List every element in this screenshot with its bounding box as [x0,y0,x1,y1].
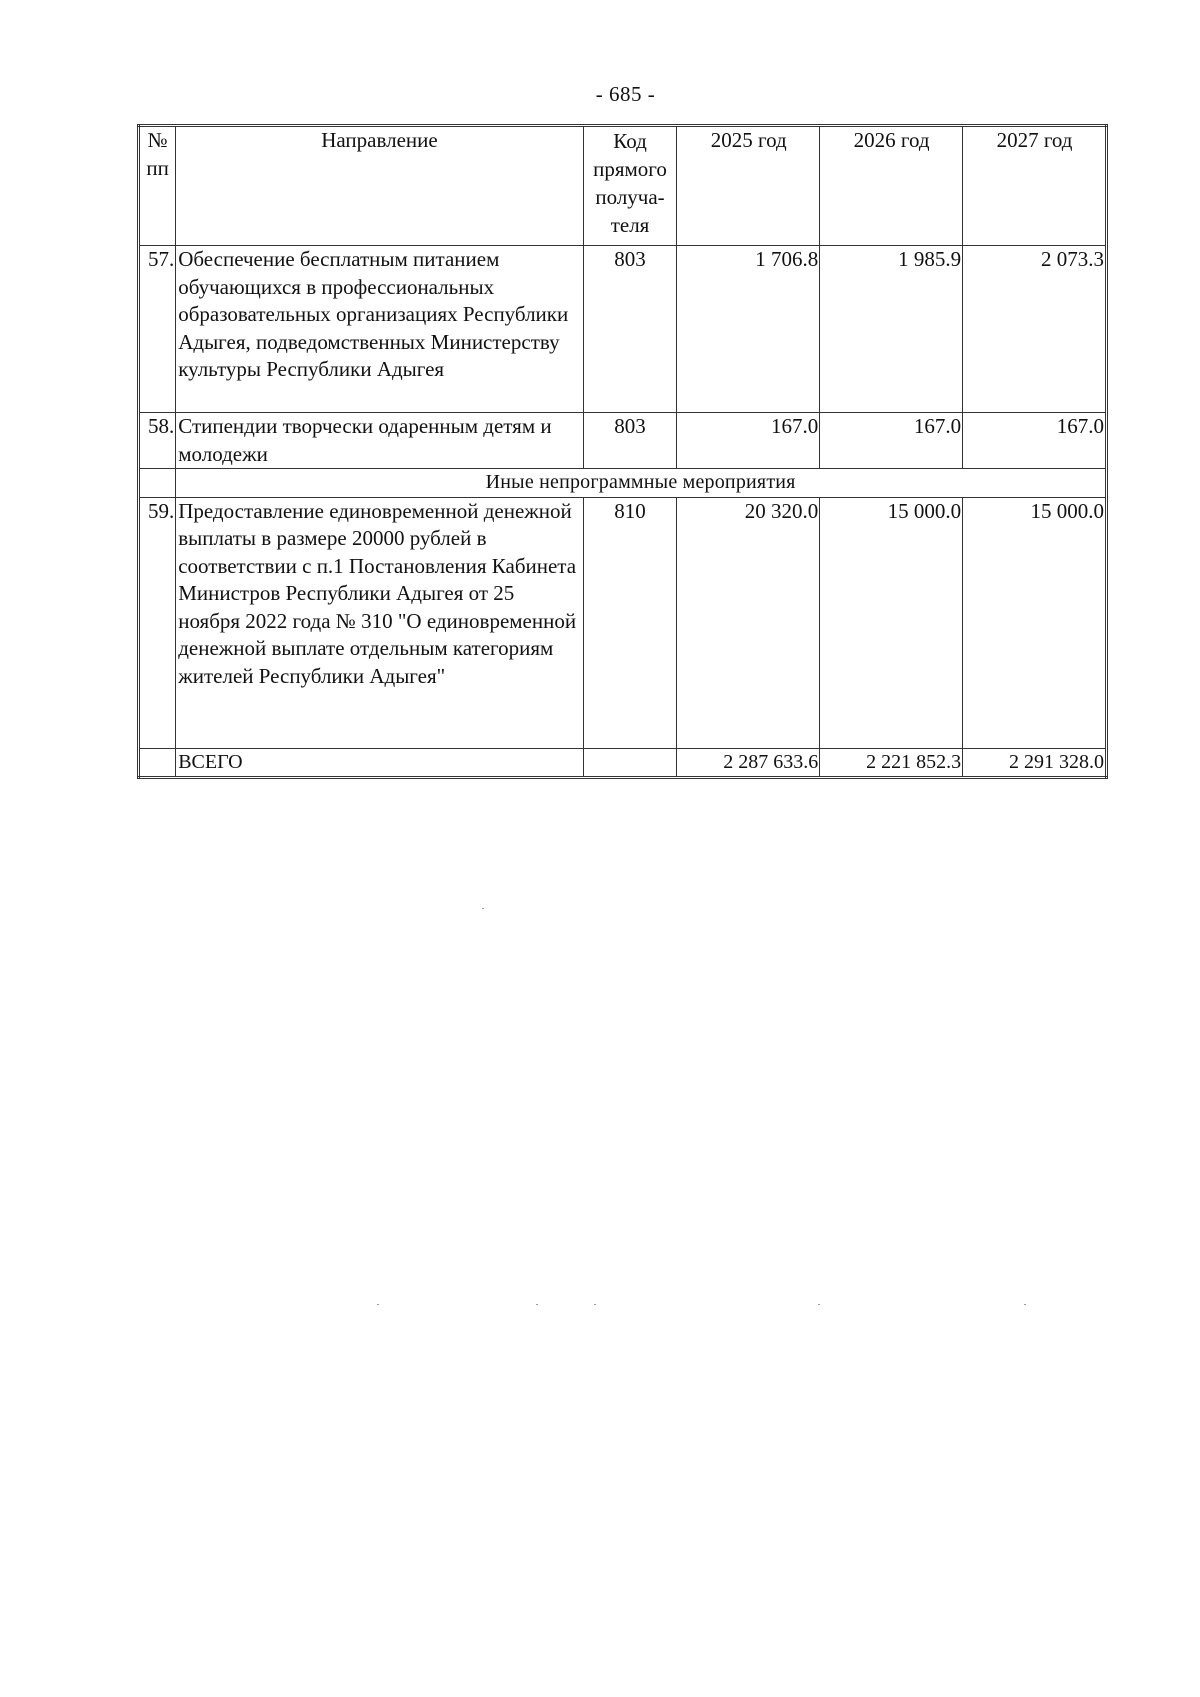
table-row [139,246,1107,413]
row-code: 810 [583,497,677,748]
page-number: - 685 - [595,82,656,106]
row-code: 803 [583,413,677,469]
scan-speck [1024,1304,1026,1305]
row-value-2026: 1 985.9 [820,246,963,413]
row-value-2025: 1 706.8 [677,246,820,413]
row-value-2027: 167.0 [963,413,1107,469]
row-value-2026: 167.0 [820,413,963,469]
section-empty-cell [139,469,176,498]
header-2026: 2026 год [820,126,963,246]
row-value-2027: 2 073.3 [963,246,1107,413]
total-row [139,748,1107,778]
row-number: 58. [139,413,176,469]
row-direction: Обеспечение бесплатным питанием обучающихся в профессиональных образовательных организациях Республики Адыгея, подведомственных Министерству культуры Республики Адыгея [176,246,584,413]
row-code: 803 [583,246,677,413]
scan-speck [482,908,484,909]
total-value-2025: 2 287 633.6 [677,748,820,778]
section-title: Иные непрограммные мероприятия [176,469,1107,498]
row-value-2027: 15 000.0 [963,497,1107,748]
total-label: ВСЕГО [176,748,584,778]
table-row [139,497,1107,748]
header-direction: Направление [176,126,584,246]
total-value-2027: 2 291 328.0 [963,748,1107,778]
table-row [139,413,1107,469]
row-number: 59. [139,497,176,748]
scan-speck [377,1304,379,1305]
total-empty-num [139,748,176,778]
row-number: 57. [139,246,176,413]
row-direction: Стипендии творчески одаренным детям и молодежи [176,413,584,469]
total-empty-code [583,748,677,778]
table-header-row [139,126,1107,246]
row-value-2025: 20 320.0 [677,497,820,748]
total-value-2026: 2 221 852.3 [820,748,963,778]
budget-table [137,124,1108,779]
header-code: Код прямого получа- теля [583,126,677,246]
header-num: № пп [139,126,176,246]
section-header-row [139,469,1107,498]
scan-speck [536,1304,538,1305]
row-value-2026: 15 000.0 [820,497,963,748]
row-direction: Предоставление единовременной денежной выплаты в размере 20000 рублей в соответствии с п.1 Постановления Кабинета Министров Республики Адыгея от 25 ноября 2022 года № 310 "О единовременной денежной выплате отдельным категориям жителей Республики Адыгея" [176,497,584,748]
row-value-2025: 167.0 [677,413,820,469]
header-2025: 2025 год [677,126,820,246]
header-2027: 2027 год [963,126,1107,246]
scan-speck [818,1304,820,1305]
scan-speck [594,1304,596,1305]
